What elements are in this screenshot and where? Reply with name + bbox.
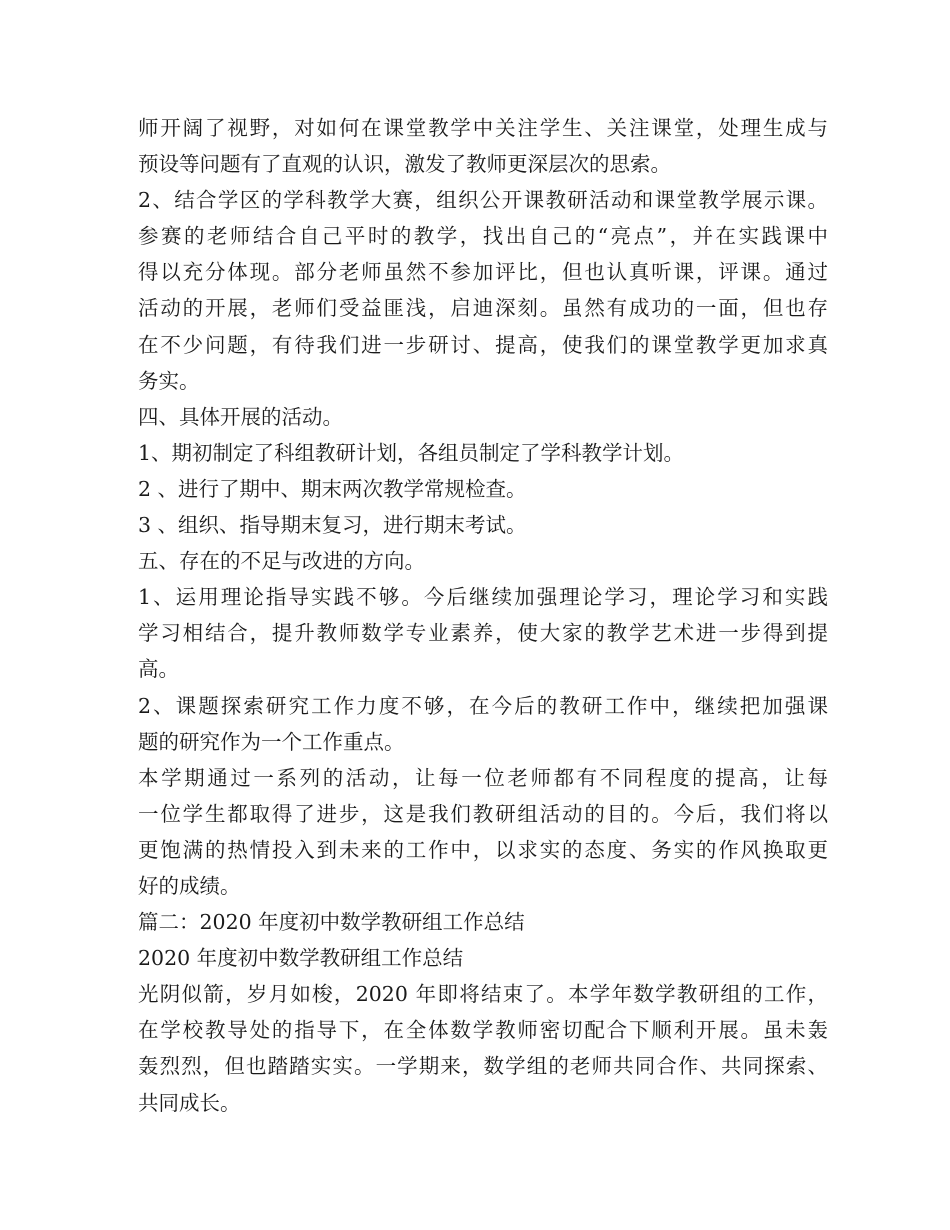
text-line: 一位学生都取得了进步，这是我们教研组活动的目的。今后，我们将以 [138, 801, 828, 826]
document-body [138, 110, 828, 1121]
text-line: 学习相结合，提升教师数学专业素养，使大家的教学艺术进一步得到提 [138, 621, 828, 646]
text-line: 参赛的老师结合自己平时的教学，找出自己的“亮点”，并在实践课中 [138, 224, 828, 249]
text-line: 高。 [138, 657, 179, 682]
list-item: 1、期初制定了科组教研计划，各组员制定了学科教学计划。 [138, 440, 685, 465]
text-line: 务实。 [138, 368, 200, 393]
text-line: 2、结合学区的学科教学大赛，组织公开课教研活动和课堂教学展示课。 [138, 188, 828, 213]
article-title: 篇二：2020 年度初中数学教研组工作总结 [138, 910, 525, 935]
text-line: 师开阔了视野，对如何在课堂教学中关注学生、关注课堂，处理生成与 [138, 116, 828, 140]
text-line: 在学校教导处的指导下，在全体数学教师密切配合下顺利开展。虽未轰 [138, 1018, 828, 1043]
text-line: 共同成长。 [138, 1090, 241, 1115]
list-item: 3 、组织、指导期末复习，进行期末考试。 [138, 513, 527, 538]
text-line: 更饱满的热情投入到未来的工作中，以求实的态度、务实的作风换取更 [138, 837, 828, 862]
text-line: 2、课题探索研究工作力度不够，在今后的教研工作中，继续把加强课 [138, 693, 828, 718]
text-line: 题的研究作为一个工作重点。 [138, 729, 405, 754]
section-heading: 五、存在的不足与改进的方向。 [138, 549, 425, 574]
article-subtitle: 2020 年度初中数学教研组工作总结 [138, 946, 464, 971]
text-line: 光阴似箭，岁月如梭，2020 年即将结束了。本学年数学教研组的工作， [138, 982, 828, 1007]
text-line: 好的成绩。 [138, 873, 241, 898]
text-line: 得以充分体现。部分老师虽然不参加评比，但也认真听课，评课。通过 [138, 260, 828, 285]
text-line: 轰烈烈，但也踏踏实实。一学期来，数学组的老师共同合作、共同探索、 [138, 1054, 828, 1079]
section-heading: 四、具体开展的活动。 [138, 404, 343, 429]
text-line: 1、运用理论指导实践不够。今后继续加强理论学习，理论学习和实践 [138, 585, 828, 610]
text-line: 在不少问题，有待我们进一步研讨、提高，使我们的课堂教学更加求真 [138, 332, 828, 357]
list-item: 2 、进行了期中、期末两次教学常规检查。 [138, 476, 527, 501]
text-line: 活动的开展，老师们受益匪浅，启迪深刻。虽然有成功的一面，但也存 [138, 296, 828, 321]
text-line: 预设等问题有了直观的认识，激发了教师更深层次的思索。 [138, 152, 671, 177]
text-line: 本学期通过一系列的活动，让每一位老师都有不同程度的提高，让每 [138, 765, 828, 790]
